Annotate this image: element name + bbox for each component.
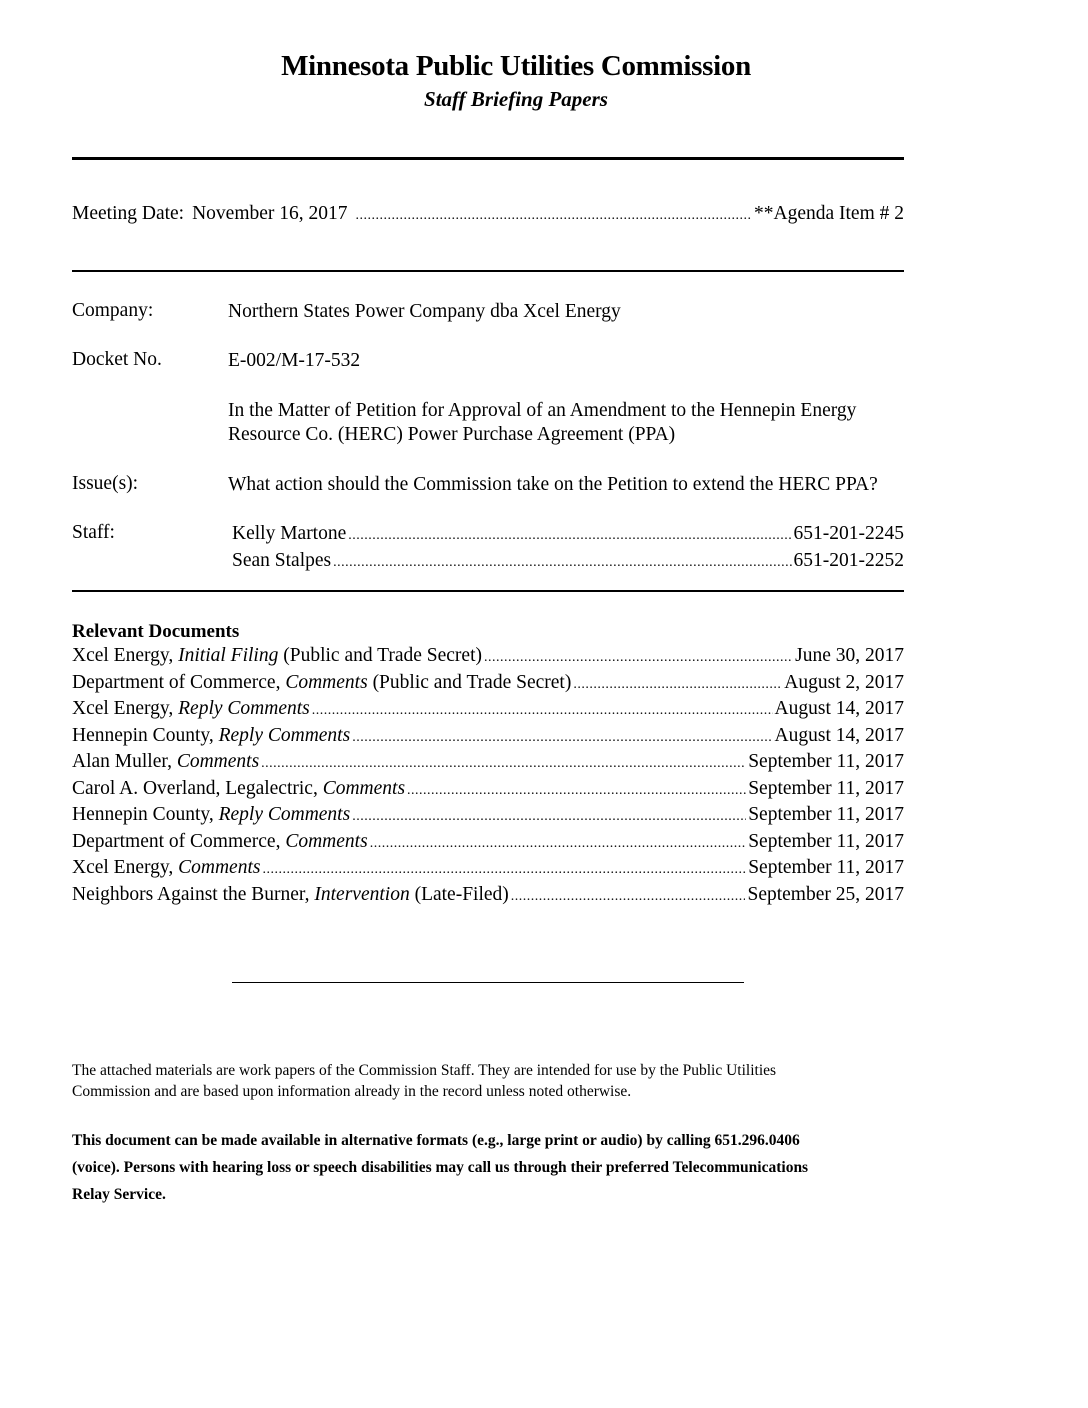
document-title: Intervention: [314, 883, 410, 905]
dot-leader: [484, 646, 793, 671]
accessibility-note: [72, 1127, 932, 1208]
document-row: [72, 724, 904, 751]
document-party: Department of Commerce,: [72, 671, 286, 693]
document-date: August 14, 2017: [774, 698, 904, 719]
document-title: Comments: [285, 671, 368, 693]
dot-leader: [370, 832, 747, 857]
document-party: Carol A. Overland, Legalectric,: [72, 777, 323, 799]
document-party: Hennepin County,: [72, 724, 219, 746]
document-title: Comments: [176, 751, 260, 772]
company-label: Company:: [72, 300, 154, 321]
staff-label: Staff:: [72, 522, 115, 543]
dot-leader: [356, 204, 752, 229]
dot-leader: [352, 805, 746, 830]
divider-top: [72, 157, 904, 160]
staff-list: [232, 522, 904, 575]
staff-row: [232, 549, 904, 576]
dot-leader: [348, 524, 791, 549]
company-value: Northern States Power Company dba Xcel Energy: [228, 301, 621, 322]
dot-leader: [573, 673, 782, 698]
matter-line-1: In the Matter of Petition for Approval of an Amendment to the Hennepin Energy: [228, 400, 857, 421]
disclaimer-note: [72, 1060, 922, 1102]
matter-line-2: Resource Co. (HERC) Power Purchase Agreement (PPA): [228, 424, 676, 445]
document-party: Alan Muller,: [72, 751, 177, 772]
document-title: Comments: [178, 857, 261, 878]
document-date: September 11, 2017: [748, 777, 904, 799]
document-title: Initial Filing: [178, 645, 279, 666]
document-party: Neighbors Against the Burner,: [72, 883, 315, 905]
accessibility-line: Relay Service.: [72, 1186, 166, 1203]
docket-value: E-002/M-17-532: [228, 350, 361, 371]
document-party: Xcel Energy,: [72, 698, 179, 719]
staff-phone: 651-201-2245: [793, 523, 904, 544]
document-party: Xcel Energy,: [72, 857, 179, 878]
document-row: [72, 883, 904, 910]
dot-leader: [352, 726, 772, 751]
meeting-date-label: Meeting Date:: [72, 203, 185, 224]
divider-short: [232, 982, 744, 983]
document-date: September 11, 2017: [748, 804, 904, 825]
document-party: Xcel Energy,: [72, 645, 179, 666]
dot-leader: [511, 885, 746, 910]
document-date: June 30, 2017: [795, 645, 904, 666]
accessibility-line: (voice). Persons with hearing loss or speech disabilities may call us through their preferred Telecommunications: [72, 1159, 809, 1176]
page-title: Minnesota Public Utilities Commission: [281, 50, 751, 82]
staff-name: Kelly Martone: [232, 523, 347, 544]
dot-leader: [333, 551, 791, 576]
accessibility-line: This document can be made available in alternative formats (e.g., large print or audio) by calling 651.296.0406: [72, 1132, 800, 1149]
document-suffix: (Public and Trade Secret): [278, 645, 482, 666]
dot-leader: [261, 752, 746, 777]
document-row: [72, 803, 904, 830]
document-row: [72, 830, 904, 857]
document-date: August 2, 2017: [784, 671, 904, 693]
document-date: September 11, 2017: [748, 830, 904, 852]
dot-leader: [407, 779, 746, 804]
document-row: [72, 671, 904, 698]
document-row: [72, 697, 904, 724]
disclaimer-line: The attached materials are work papers of the Commission Staff. They are intended for use by the Public Utilities: [72, 1062, 777, 1079]
document-date: September 11, 2017: [748, 751, 904, 772]
document-title: Comments: [285, 830, 368, 852]
document-party: Hennepin County,: [72, 804, 219, 825]
document-title: Reply Comments: [218, 724, 351, 746]
page-subtitle: Staff Briefing Papers: [424, 87, 608, 111]
staff-row: [232, 522, 904, 549]
document-row: [72, 777, 904, 804]
divider-staff: [72, 590, 904, 592]
document-date: August 14, 2017: [774, 724, 904, 746]
relevant-documents-heading: Relevant Documents: [72, 621, 240, 642]
issues-value: What action should the Commission take on the Petition to extend the HERC PPA?: [228, 474, 878, 495]
issues-label: Issue(s):: [72, 473, 139, 494]
meeting-date-value: November 16, 2017: [192, 203, 348, 224]
document-row: [72, 644, 904, 671]
matter-description: [228, 399, 856, 447]
staff-name: Sean Stalpes: [232, 549, 332, 571]
document-row: [72, 856, 904, 883]
disclaimer-line: Commission and are based upon information already in the record unless noted otherwise.: [72, 1083, 632, 1100]
document-suffix: (Public and Trade Secret): [367, 671, 572, 693]
document-title: Reply Comments: [178, 698, 310, 719]
document-title: Reply Comments: [218, 804, 351, 825]
document-suffix: (Late-Filed): [409, 883, 509, 905]
dot-leader: [312, 699, 773, 724]
docket-label: Docket No.: [72, 349, 162, 370]
document-date: September 11, 2017: [748, 857, 904, 878]
document-title: Comments: [322, 777, 406, 799]
document-date: September 25, 2017: [747, 883, 904, 905]
divider-meeting: [72, 270, 904, 272]
agenda-item: **Agenda Item # 2: [753, 203, 904, 224]
staff-phone: 651-201-2252: [793, 549, 904, 571]
meeting-date-row: [72, 202, 904, 229]
document-party: Department of Commerce,: [72, 830, 286, 852]
document-row: [72, 750, 904, 777]
dot-leader: [262, 858, 746, 883]
relevant-documents-list: [72, 644, 904, 909]
